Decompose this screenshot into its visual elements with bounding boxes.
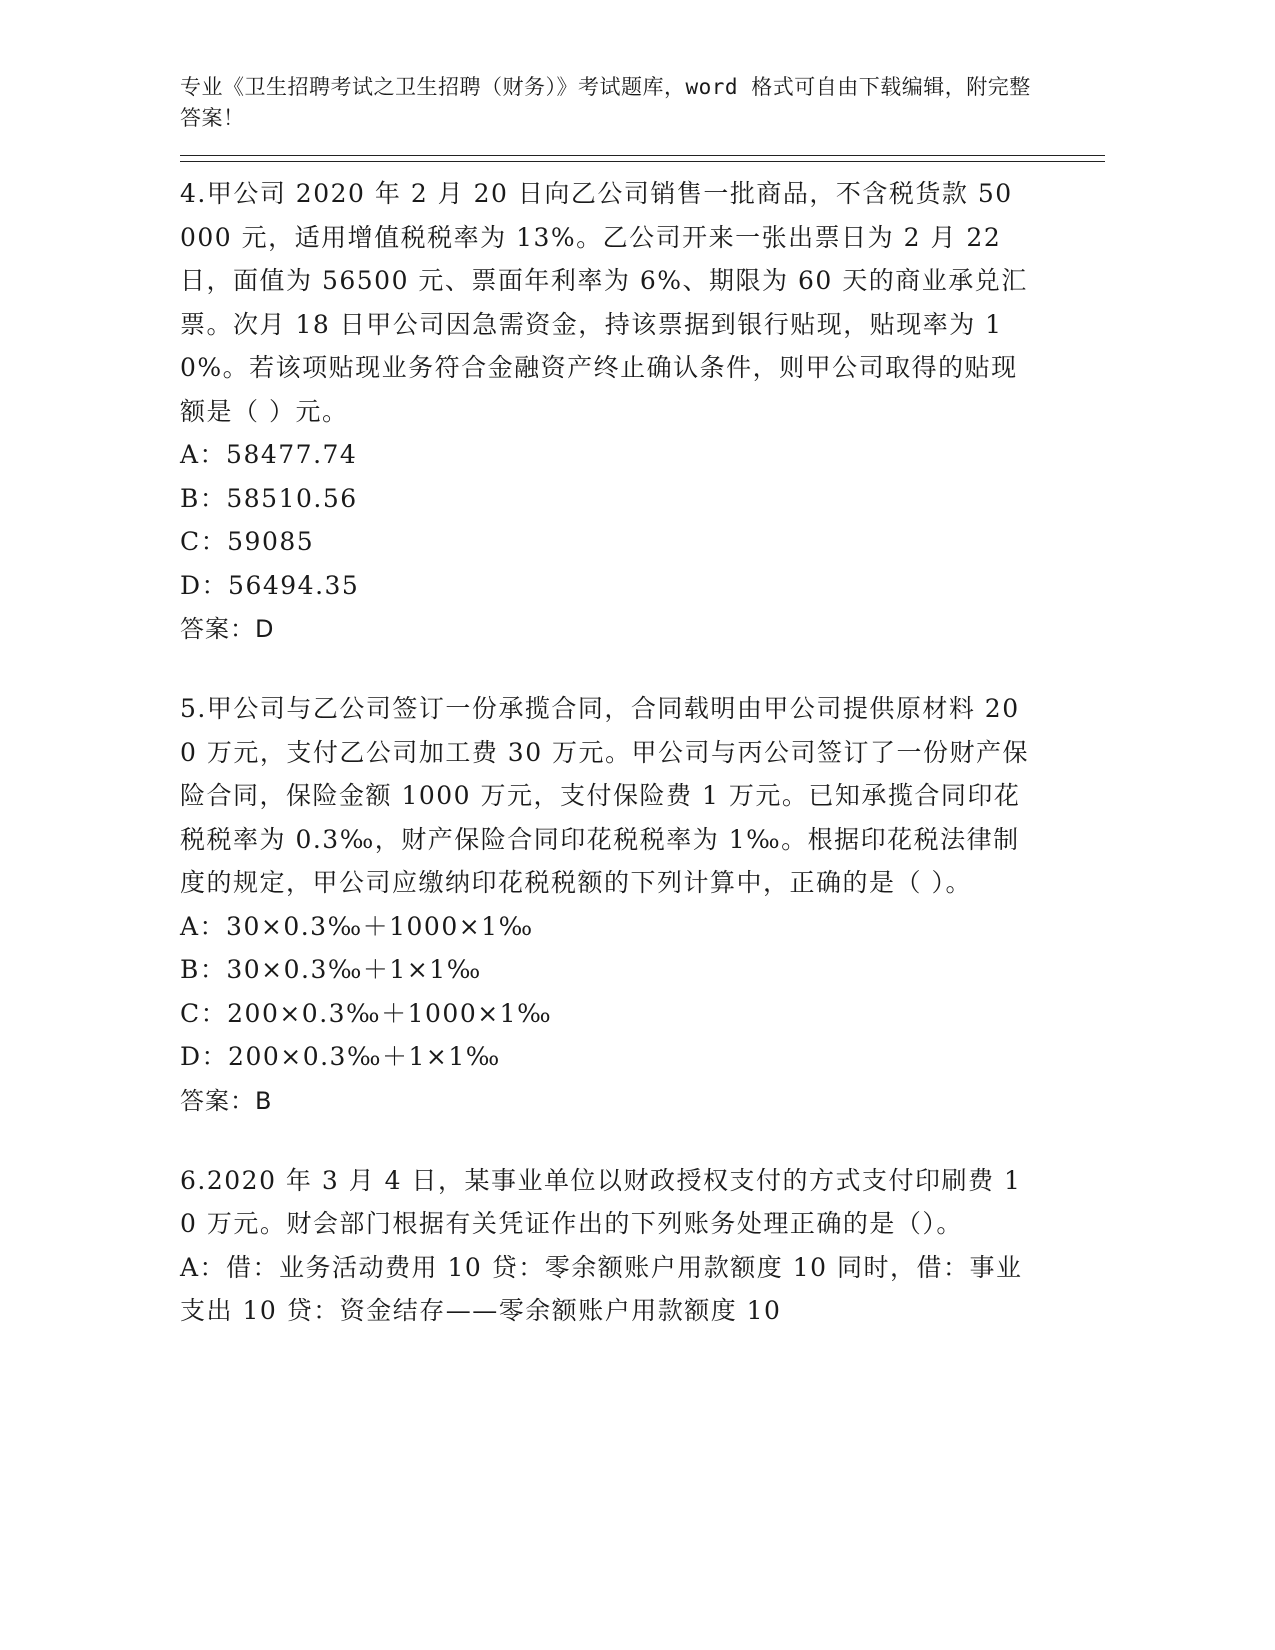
option-d: D：200×0.3‰＋1×1‰ bbox=[180, 1042, 501, 1071]
option-c: C：59085 bbox=[180, 527, 315, 556]
question-stem: 5.甲公司与乙公司签订一份承揽合同，合同载明由甲公司提供原材料 200 万元，支付乙公司加工费 30 万元。甲公司与丙公司签订了一份财产保险合同，保险金额 1000 万元，支付保险费 1 万元。已知承揽合同印花税税率为 0.3‰，财产保险合同印花税税率为 1‰。根据印花税法律制度的规定，甲公司应缴纳印花税税额的下列计算中，正确的是（ ）。 bbox=[180, 694, 1030, 897]
option-a: A：58477.74 bbox=[180, 440, 358, 469]
option-b: B：30×0.3‰＋1×1‰ bbox=[180, 955, 482, 984]
option-a: A：30×0.3‰＋1000×1‰ bbox=[180, 911, 534, 941]
answer: 答案：D bbox=[180, 615, 275, 643]
document-header: 专业《卫生招聘考试之卫生招聘（财务）》考试题库，word 格式可自由下载编辑，附完整答案！ bbox=[180, 75, 1031, 130]
header-divider bbox=[180, 155, 1105, 162]
question-4 bbox=[180, 172, 1105, 651]
option-c: C：200×0.3‰＋1000×1‰ bbox=[180, 998, 553, 1028]
answer: 答案：B bbox=[180, 1086, 273, 1115]
option-a: A：借：业务活动费用 10 贷：零余额账户用款额度 10 同时，借：事业支出 10 贷：资金结存——零余额账户用款额度 10 bbox=[180, 1252, 1023, 1325]
document-page bbox=[180, 72, 1105, 1333]
option-b: B：58510.56 bbox=[180, 483, 358, 513]
question-6 bbox=[180, 1159, 1105, 1333]
question-5 bbox=[180, 687, 1105, 1123]
option-d: D：56494.35 bbox=[180, 570, 360, 600]
question-stem: 4.甲公司 2020 年 2 月 20 日向乙公司销售一批商品，不含税货款 50000 元，适用增值税税率为 13%。乙公司开来一张出票日为 2 月 22 日，面值为 56500 元、票面年利率为 6%、期限为 60 天的商业承兑汇票。次月 18 日甲公司因急需资金，持该票据到银行贴现，贴现率为 10%。若该项贴现业务符合金融资产终止确认条件，则甲公司取得的贴现额是（ ）元。 bbox=[180, 179, 1028, 426]
question-stem: 6.2020 年 3 月 4 日，某事业单位以财政授权支付的方式支付印刷费 10 万元。财会部门根据有关凭证作出的下列账务处理正确的是（）。 bbox=[180, 1165, 1022, 1238]
